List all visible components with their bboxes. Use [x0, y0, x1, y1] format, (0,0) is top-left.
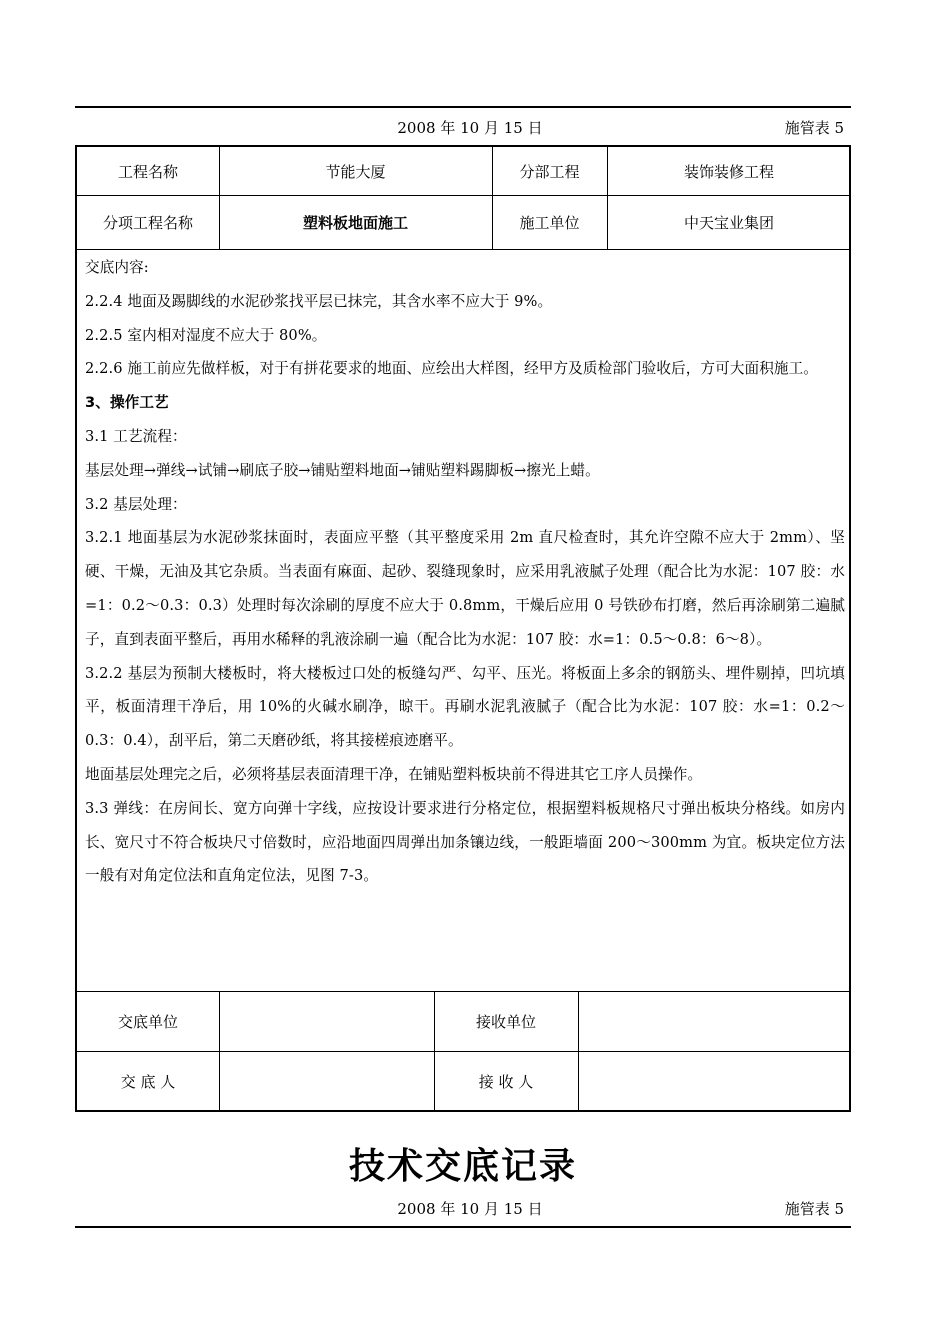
construction-unit-label: 施工单位	[519, 213, 580, 232]
receiver-unit-label: 接收单位	[475, 1012, 536, 1031]
receiver-person-label: 接 收 人	[478, 1073, 534, 1091]
process-flow: 基层处理→弹线→试铺→刷底子胶→铺贴塑料地面→铺贴塑料踢脚板→擦光上蜡。	[85, 461, 600, 479]
giver-unit-label: 交底单位	[117, 1012, 178, 1031]
content-line: 2.2.5 室内相对湿度不应大于 80%。	[85, 326, 327, 344]
subitem-label: 分项工程名称	[102, 213, 193, 232]
construction-unit-value: 中天宝业集团	[683, 213, 774, 232]
project-name-value: 节能大厦	[325, 162, 386, 181]
content-line: 交底内容:	[85, 259, 149, 276]
content-paragraph: 3.2.1 地面基层为水泥砂浆抹面时，表面应平整（其平整度采用 2m 直尺检查时，其允许空隙不应大于 2mm）、坚硬、干燥，无油及其它杂质。当表面有麻面、起砂、裂缝现象时，应采用乳液腻子处理（配合比为水泥：107 胶：水=1：0.2～0.3：0.3）处理时每次涂刷的厚度不应大于 0.8mm，干燥后应用 0 号铁砂布打磨，然后再涂刷第二遍腻子，直到表面平整后，再用水稀释的乳液涂刷一遍（配合比为水泥：107 胶：水=1：0.5～0.8：6～8）。	[85, 529, 845, 648]
receiver-unit-field	[578, 991, 851, 1051]
footer-date: 2008 年 10 月 15 日	[397, 1200, 543, 1218]
subitem-value: 塑料板地面施工	[302, 213, 408, 232]
header-date: 2008 年 10 月 15 日	[397, 119, 543, 137]
document-title: 技术交底记录	[348, 1146, 577, 1187]
disclosure-table	[75, 145, 851, 1112]
giver-unit-field	[219, 991, 434, 1051]
bottom-rule	[75, 1226, 851, 1228]
giver-person-field	[219, 1051, 434, 1112]
receiver-person-field	[578, 1051, 851, 1112]
division-value: 装饰装修工程	[683, 162, 774, 181]
content-paragraph: 3.2.2 基层为预制大楼板时，将大楼板过口处的板缝勾严、勾平、压光。将板面上多余的钢筋头、埋件剔掉，凹坑填平，板面清理干净后，用 10%的火碱水刷净，晾干。再刷水泥乳液腻子（配合比为水泥：107 胶：水=1：0.2～0.3：0.4），刮平后，第二天磨砂纸，将其接槎痕迹磨平。	[85, 664, 845, 750]
section-heading: 3、操作工艺	[85, 394, 169, 412]
header-form-number: 施管表 5	[784, 119, 844, 137]
top-rule	[75, 106, 851, 108]
content-line: 地面基层处理完之后，必须将基层表面清理干净，在铺贴塑料板块前不得进其它工序人员操作。	[85, 765, 703, 783]
content-paragraph: 2.2.6 施工前应先做样板，对于有拼花要求的地面、应绘出大样图，经甲方及质检部门验收后，方可大面积施工。	[85, 360, 818, 378]
content-line: 2.2.4 地面及踢脚线的水泥砂浆找平层已抹完，其含水率不应大于 9%。	[85, 292, 553, 310]
row-divider	[77, 249, 849, 250]
content-paragraph: 3.3 弹线：在房间长、宽方向弹十字线，应按设计要求进行分格定位，根据塑料板规格尺寸弹出板块分格线。如房内长、宽尺寸不符合板块尺寸倍数时，应沿地面四周弹出加条镶边线，一般距墙面 200～300mm 为宜。板块定位方法一般有对角定位法和直角定位法，见图 7-3。	[85, 799, 845, 885]
project-name-label: 工程名称	[117, 162, 178, 181]
footer-form-number: 施管表 5	[784, 1200, 844, 1218]
content-line: 3.2 基层处理：	[85, 495, 187, 513]
content-line: 3.1 工艺流程：	[85, 427, 187, 445]
division-label: 分部工程	[519, 162, 580, 181]
giver-person-label: 交 底 人	[120, 1073, 176, 1091]
disclosure-content	[85, 251, 845, 893]
